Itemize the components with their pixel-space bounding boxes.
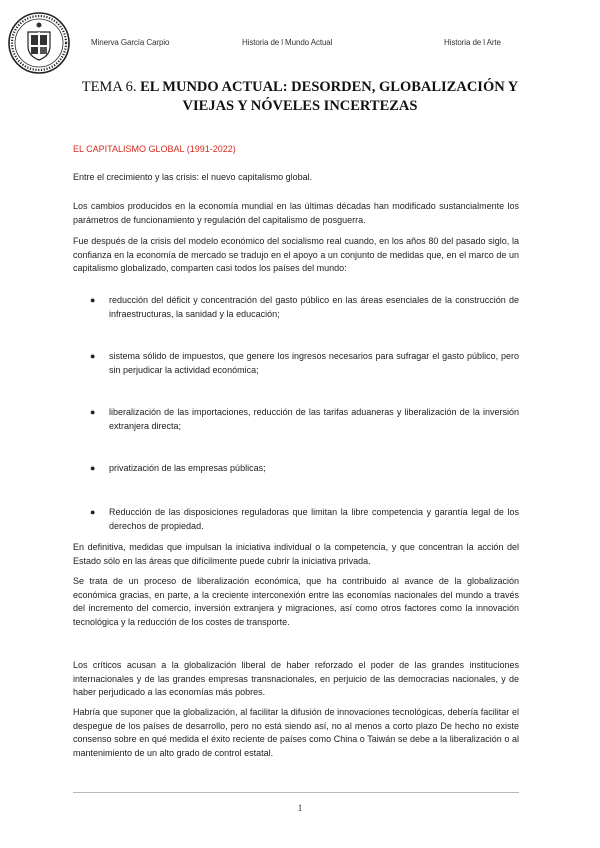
paragraph-crisis: Fue después de la crisis del modelo económico del socialismo real cuando, en los años 80 del pasado siglo, la confianza en la economía de mercado se tradujo en el apoyo a un conjunto de medidas que, en el marco de un capitalismo globalizado, comparten casi todos los países del mundo: (73, 236, 519, 274)
list-item (90, 350, 519, 377)
list-item-text: privatización de las empresas públicas; (109, 463, 266, 473)
section-heading: EL CAPITALISMO GLOBAL (1991-2022) (73, 144, 236, 154)
paragraph-changes: Los cambios producidos en la economía mundial en las últimas décadas han modificado sustancialmente los parámetros de funcionamiento y regulación del capitalismo de posguerra. (73, 201, 519, 225)
paragraph-intro: Entre el crecimiento y las crisis: el nuevo capitalismo global. (73, 172, 313, 182)
header-subject: Historia de l Arte (444, 38, 501, 47)
paragraph-conclusion: Habría que suponer que la globalización, al facilitar la difusión de innovaciones tecnológicas, debería facilitar el despegue de los países de desarrollo, pero no está siendo así, no al menos a corto plazo De hecho no existe consenso sobre en qué medida el éxito reciente de países como China o Taiwán se debe a la liberalización o al mantenimiento de un alto grado de control estatal. (73, 707, 519, 758)
list-item-text: reducción del déficit y concentración del gasto público en las áreas esenciales de la construcción de infraestructuras, la sanidad y la educación; (109, 295, 519, 319)
bullet-icon: ● (90, 351, 96, 361)
page-number: 1 (297, 803, 303, 813)
list-item (90, 506, 519, 533)
header-course: Historia de l Mundo Actual (242, 38, 333, 47)
bullet-icon: ● (90, 463, 96, 473)
bullet-icon: ● (90, 507, 96, 517)
title-main: EL MUNDO ACTUAL: DESORDEN, GLOBALIZACIÓN Y VIEJAS Y NÓVELES INCERTEZAS (140, 79, 519, 114)
header-author: Minerva García Carpio (91, 38, 170, 47)
title-prefix: TEMA 6. (81, 79, 137, 95)
list-item (90, 462, 519, 476)
footer-divider (73, 792, 519, 793)
list-item-text: liberalización de las importaciones, reducción de las tarifas aduaneras y liberalización de la inversión extranjera directa; (109, 407, 519, 431)
list-item (90, 294, 519, 321)
paragraph-critics: Los críticos acusan a la globalización liberal de haber reforzado el poder de las grandes instituciones internacionales y de las grandes empresas transnacionales, en perjuicio de las democracias nacionales, y de haber perjudicado a las economías más pobres. (73, 660, 519, 698)
paragraph-liberalization: Se trata de un proceso de liberalización económica, que ha contribuido al avance de la globalización económica gracias, en parte, a la creciente interconexión entre las economías nacionales del mundo a través del incremento del comercio, inversión extranjera y migraciones, así como otros factores como la innovación tecnológica y la reducción de los costes de transporte. (73, 576, 519, 627)
paragraph-summary: En definitiva, medidas que impulsan la iniciativa individual o la competencia, y que concentran la acción del Estado sólo en las áreas que difícilmente puede cubrir la iniciativa privada. (73, 542, 519, 566)
university-seal-icon (8, 12, 70, 74)
list-item-text: sistema sólido de impuestos, que genere los ingresos necesarios para sufragar el gasto público, pero sin perjudicar la actividad económica; (109, 351, 519, 375)
bullet-icon: ● (90, 407, 96, 417)
page-title (72, 78, 528, 116)
bullet-icon: ● (90, 295, 96, 305)
list-item (90, 406, 519, 433)
list-item-text: Reducción de las disposiciones reguladoras que limitan la libre competencia y garantía legal de los derechos de propiedad. (109, 507, 519, 531)
